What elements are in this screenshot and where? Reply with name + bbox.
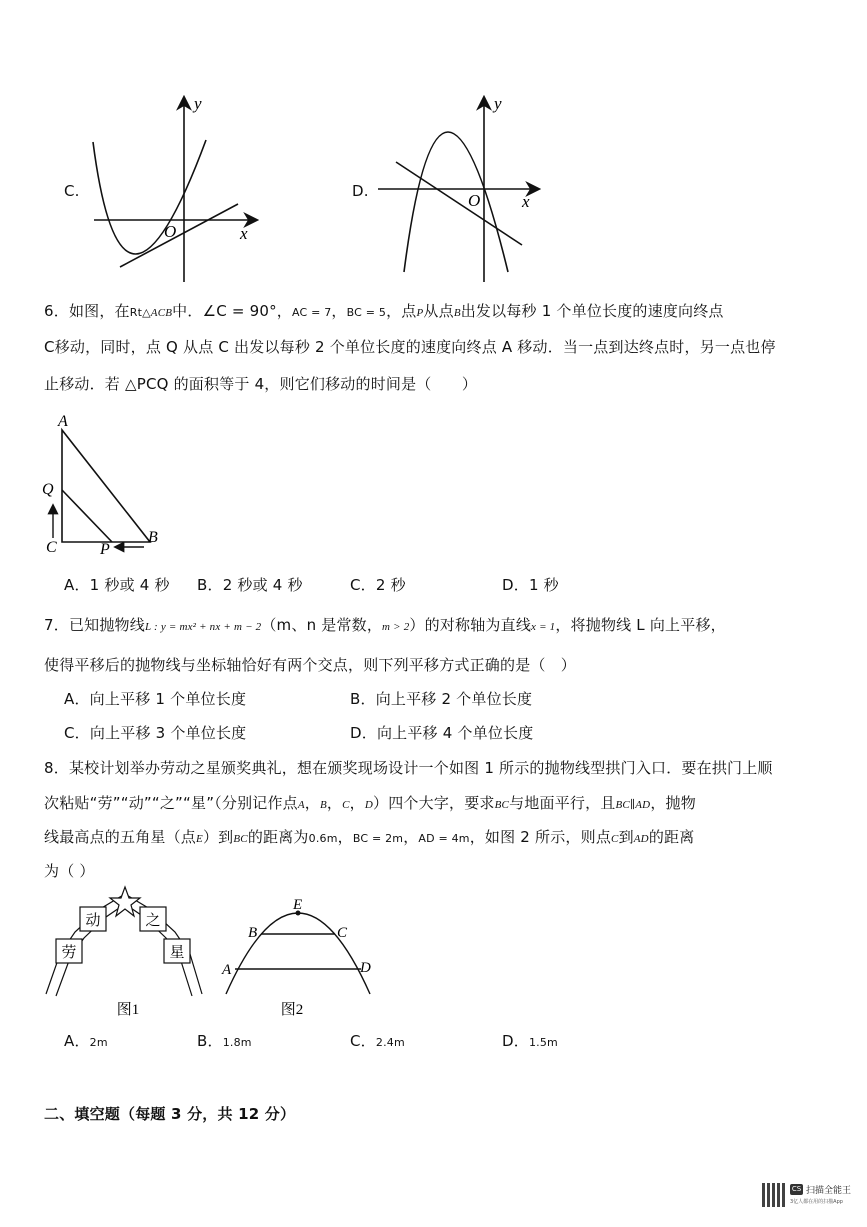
label-b: B xyxy=(248,925,258,941)
x-axis-label: x xyxy=(240,224,248,243)
triangle-acb xyxy=(62,430,150,542)
graph-option-c xyxy=(80,92,270,282)
q7-option-c[interactable]: C．向上平移 3 个单位长度 xyxy=(64,724,247,742)
q6-option-d[interactable]: D．1 秒 xyxy=(502,576,559,594)
q8-option-b[interactable]: B．1.8m xyxy=(197,1032,252,1050)
char-xing: 星 xyxy=(169,945,185,961)
q7-line-1: 7．已知抛物线L : y = mx² + nx + m − 2（m、n 是常数，m > 2）的对称轴为直线x = 1，将抛物线 L 向上平移， xyxy=(44,616,726,634)
figure-2-caption: 图2 xyxy=(280,1002,304,1018)
q7-line-2: 使得平移后的抛物线与坐标轴恰好有两个交点，则下列平移方式正确的是（ ） xyxy=(44,656,577,674)
label-d: D xyxy=(360,960,371,976)
q6-line-1: 6．如图，在Rt△ACB中．∠C = 90°，AC = 7，BC = 5，点P从点B出发以每秒 1 个单位长度的速度向终点 xyxy=(44,302,724,320)
label-e: E xyxy=(293,897,303,913)
q6-option-c[interactable]: C．2 秒 xyxy=(350,576,406,594)
origin-label: O xyxy=(164,222,177,241)
q7-option-b[interactable]: B．向上平移 2 个单位长度 xyxy=(350,690,533,708)
char-zhi: 之 xyxy=(145,913,161,929)
qr-code-icon xyxy=(762,1183,786,1207)
x-axis-label: x xyxy=(522,192,530,211)
label-a: A xyxy=(58,413,68,430)
y-axis-label: y xyxy=(194,94,202,113)
segment-pq xyxy=(62,490,112,542)
straight-line xyxy=(120,204,238,267)
section-2-title: 二、填空题（每题 3 分，共 12 分） xyxy=(44,1105,296,1123)
label-b: B xyxy=(148,529,158,546)
label-p: P xyxy=(100,541,110,558)
q6-line-3: 止移动．若 △PCQ 的面积等于 4，则它们移动的时间是（ ） xyxy=(44,375,478,393)
label-c: C xyxy=(46,539,57,556)
triangle-figure xyxy=(40,410,170,560)
q8-line-4: 为（ ） xyxy=(44,862,95,880)
figure-2-parabola xyxy=(216,892,386,1024)
label-c: C xyxy=(337,925,348,941)
q8-option-d[interactable]: D．1.5m xyxy=(502,1032,558,1050)
figure-1-arch xyxy=(40,884,210,1024)
q8-line-2: 次粘贴“劳”“动”“之”“星”（分别记作点A，B，C，D）四个大字，要求BC与地面平行，且BC∥AD，抛物 xyxy=(44,794,696,812)
triangle-symbol: △ xyxy=(142,306,151,319)
q7-option-a[interactable]: A．向上平移 1 个单位长度 xyxy=(64,690,247,708)
option-d-label: D. xyxy=(352,182,369,200)
label-a: A xyxy=(222,962,232,978)
origin-label: O xyxy=(468,191,481,210)
q8-line-3: 线最高点的五角星（点E）到BC的距离为0.6m，BC = 2m，AD = 4m，如图 2 所示，则点C到AD的距离 xyxy=(44,828,695,846)
option-c-label: C. xyxy=(64,182,80,200)
char-lao: 劳 xyxy=(61,945,77,961)
watermark-brand: 扫描全能王 xyxy=(806,1186,852,1196)
figure-1-caption: 图1 xyxy=(116,1002,140,1018)
y-axis-label: y xyxy=(494,94,502,113)
char-dong: 动 xyxy=(85,913,101,929)
q6-option-a[interactable]: A．1 秒或 4 秒 xyxy=(64,576,170,594)
q7-option-d[interactable]: D．向上平移 4 个单位长度 xyxy=(350,724,534,742)
graph-option-d xyxy=(370,92,550,282)
q6-line-2: C移动，同时，点 Q 从点 C 出发以每秒 2 个单位长度的速度向终点 A 移动．当一点到达终点时，另一点也停 xyxy=(44,338,776,356)
watermark-sub: 3亿人都在用的扫描App xyxy=(790,1199,843,1205)
camscanner-logo-icon: CS xyxy=(791,1185,802,1193)
q6-option-b[interactable]: B．2 秒或 4 秒 xyxy=(197,576,303,594)
q8-option-a[interactable]: A．2m xyxy=(64,1032,108,1050)
q8-option-c[interactable]: C．2.4m xyxy=(350,1032,405,1050)
label-q: Q xyxy=(42,481,54,498)
q8-line-1: 8．某校计划举办劳动之星颁奖典礼，想在颁奖现场设计一个如图 1 所示的抛物线型拱门入口．要在拱门上顺 xyxy=(44,759,773,777)
parabola-curve xyxy=(93,140,206,254)
